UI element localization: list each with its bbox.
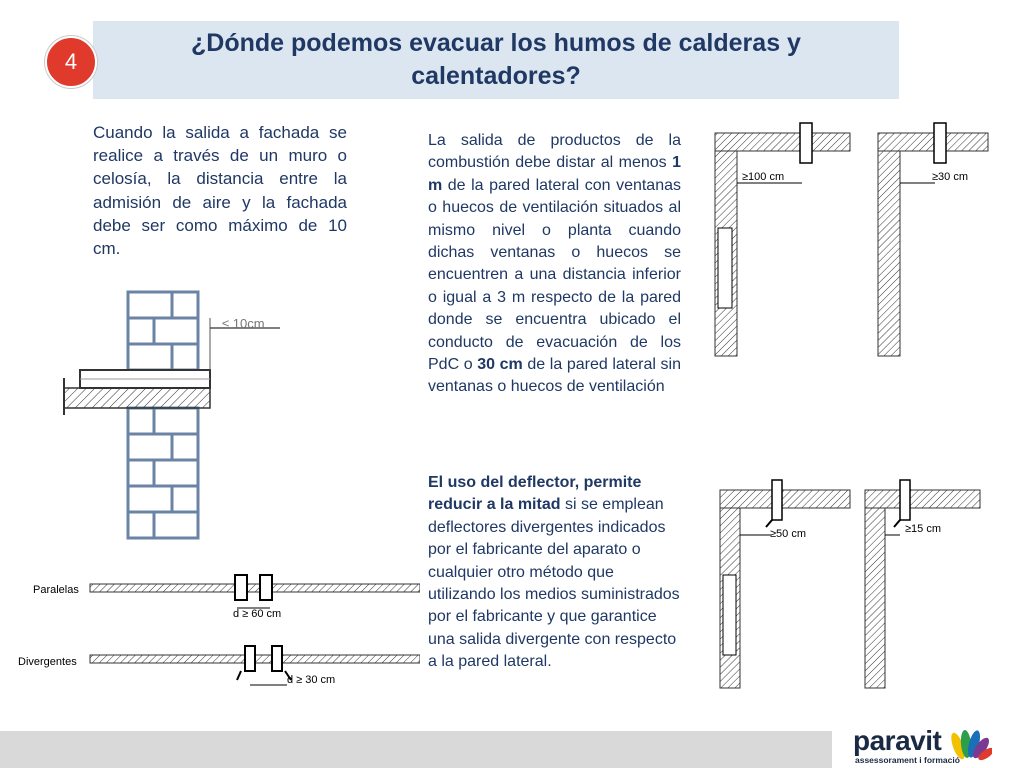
- brick-wall-diagram: [60, 270, 300, 545]
- left-paragraph: Cuando la salida a fachada se realice a través de un muro o celosía, la distancia entre la admisión de aire y la fachada debe ser como máximo de 10 cm.: [93, 123, 347, 259]
- mid-bold-1: 1 m: [428, 154, 681, 194]
- deflector-bold: El uso del deflector, permite reducir a la mitad: [428, 474, 642, 514]
- top-right-distance: ≥30 cm: [932, 171, 968, 183]
- mid-text-3: de la pared lateral sin ventanas o huecos de ventilación: [428, 356, 681, 396]
- top-wall-diagrams: [690, 118, 990, 363]
- top-left-distance: ≥100 cm: [742, 171, 785, 183]
- slide-title-line2: calentadores?: [411, 62, 581, 90]
- deflector-paragraph: [428, 472, 681, 674]
- divergentes-label: Divergentes: [18, 656, 77, 668]
- slide-title-line1: ¿Dónde podemos evacuar los humos de calderas y: [191, 29, 801, 57]
- mid-text-2: de la pared lateral con ventanas o huecos de ventilación situados al mismo nivel o planta cuando dichas ventanas o huecos se encuentren a una distancia inferior o igual a 3 m respecto de la pared donde se encuentra ubicado el conducto de evacuación de los PdC o: [428, 176, 681, 374]
- paralelas-label: Paralelas: [33, 584, 79, 596]
- paralelas-distance: d ≥ 60 cm: [233, 608, 282, 620]
- logo-subtitle: assessorament i formació: [855, 755, 960, 765]
- deflector-text: si se emplean deflectores divergentes indicados por el fabricante del aparato o cualquier otro método que utilizando los medios suministrados por el fabricante y que garantice una salida divergente con respecto a la pared lateral.: [428, 496, 680, 671]
- wall-distance-label: ≤ 10cm: [222, 316, 265, 331]
- mid-text-1: La salida de productos de la combustión debe distar al menos: [428, 132, 681, 172]
- deflector-diagram: [15, 570, 420, 700]
- slide-title: [93, 27, 899, 93]
- logo-name: paravit: [853, 725, 942, 756]
- bottom-left-distance: ≥50 cm: [770, 528, 806, 540]
- slide-number-badge: 4: [45, 36, 97, 88]
- divergentes-distance: d ≥ 30 cm: [287, 674, 336, 686]
- mid-paragraph: [428, 130, 681, 399]
- logo-feather-icon: [946, 726, 992, 764]
- bottom-wall-diagrams: [700, 475, 1000, 700]
- bottom-right-distance: ≥15 cm: [905, 523, 941, 535]
- footer-bar: [0, 731, 832, 768]
- mid-bold-2: 30 cm: [477, 356, 523, 374]
